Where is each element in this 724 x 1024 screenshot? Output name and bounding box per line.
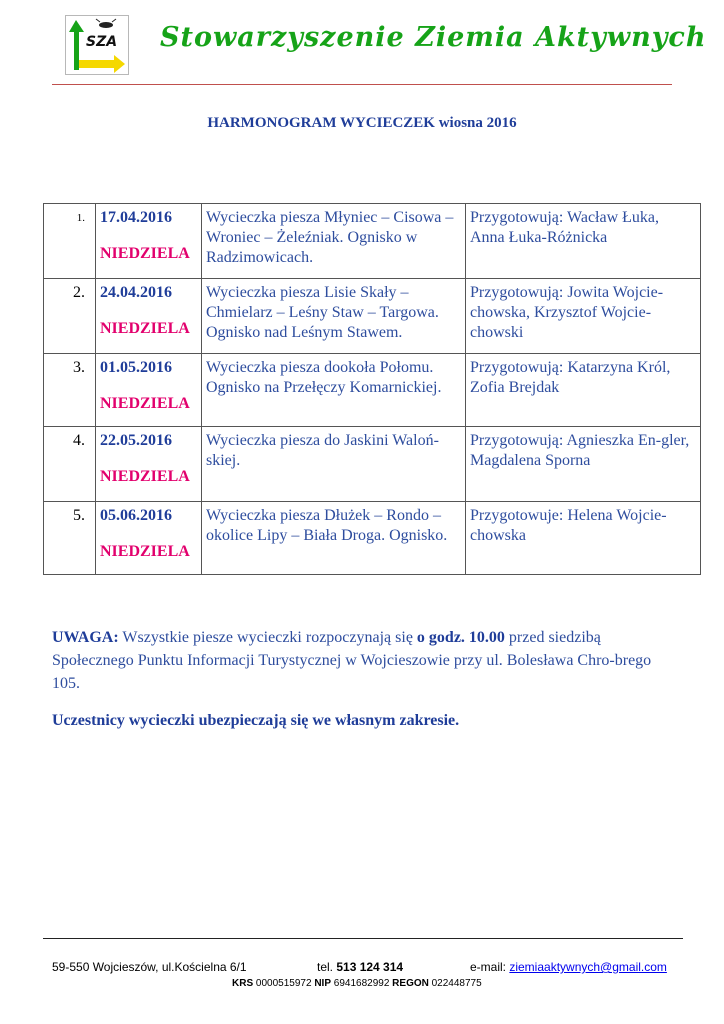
date-cell [95, 427, 201, 501]
trip-day: NIEDZIELA [100, 543, 190, 560]
trip-day: NIEDZIELA [100, 395, 190, 412]
logo [65, 15, 129, 75]
logo-text: SZA [86, 34, 118, 50]
trip-description: Wycieczka piesza dookoła Połomu. Ognisko na Przełęczy Komarnickiej. [201, 354, 465, 426]
footer-registry-ids [232, 978, 482, 989]
trip-organizers: Przygotowują: Katarzyna Król, Zofia Brejdak [465, 354, 700, 426]
schedule-table [43, 203, 701, 575]
krs-label: KRS [232, 978, 254, 989]
trip-date: 22.05.2016 [100, 432, 172, 449]
date-cell [95, 204, 201, 278]
footer-phone [317, 960, 403, 974]
date-cell [95, 502, 201, 574]
email-link[interactable]: ziemiaaktywnych@gmail.com [509, 960, 667, 974]
footer-divider [43, 938, 683, 939]
date-cell [95, 354, 201, 426]
trip-description: Wycieczka piesza Lisie Skały – Chmielarz – Leśny Staw – Targowa. Ognisko nad Leśnym Stawem. [201, 279, 465, 353]
phone-number: 513 124 314 [336, 960, 404, 974]
krs-value: 0000515972 [255, 978, 312, 989]
notice-time: o godz. 10.00 [416, 629, 505, 646]
trip-day: NIEDZIELA [100, 320, 190, 337]
trip-description: Wycieczka piesza do Jaskini Waloń-skiej. [201, 427, 465, 501]
email-label: e-mail: [470, 960, 510, 974]
regon-label: REGON [392, 978, 429, 989]
table-row [44, 204, 700, 278]
trip-organizers: Przygotowują: Jowita Wojcie-chowska, Krzysztof Wojcie-chowski [465, 279, 700, 353]
insurance-note: Uczestnicy wycieczki ubezpieczają się we własnym zakresie. [52, 712, 460, 729]
trip-organizers: Przygotowują: Agnieszka En-gler, Magdalena Sporna [465, 427, 700, 501]
nip-label: NIP [314, 978, 331, 989]
trip-date: 05.06.2016 [100, 507, 172, 524]
date-cell [95, 279, 201, 353]
row-number: 4. [73, 432, 85, 449]
trip-date: 01.05.2016 [100, 359, 172, 376]
table-row [44, 501, 700, 574]
table-row [44, 426, 700, 501]
trip-description: Wycieczka piesza Młyniec – Cisowa – Wroniec – Żeleźniak. Ognisko w Radzimowicach. [201, 204, 465, 278]
regon-value: 022448775 [431, 978, 482, 989]
footer-address: 59-550 Wojcieszów, ul.Kościelna 6/1 [52, 960, 247, 974]
notice-text-2: przed siedzibą Społecznego Punktu Informacji Turystycznej w Wojcieszowie przy ul. Bolesława Chro-brego 105. [52, 629, 652, 692]
page-title: HARMONOGRAM WYCIECZEK wiosna 2016 [207, 115, 517, 131]
trip-organizers: Przygotowują: Wacław Łuka, Anna Łuka-Różnicka [465, 204, 700, 278]
row-number: 1. [76, 212, 85, 224]
row-number: 2. [73, 284, 85, 301]
trip-description: Wycieczka piesza Dłużek – Rondo – okolice Lipy – Biała Droga. Ognisko. [201, 502, 465, 574]
footer-email [470, 960, 667, 974]
trip-day: NIEDZIELA [100, 468, 190, 485]
table-row [44, 278, 700, 353]
table-row [44, 353, 700, 426]
nip-value: 6941682992 [333, 978, 390, 989]
trip-organizers: Przygotowuje: Helena Wojcie-chowska [465, 502, 700, 574]
trip-date: 17.04.2016 [100, 209, 172, 226]
notice-paragraph [52, 626, 672, 695]
org-name: Stowarzyszenie Ziemia Aktywnych [160, 22, 707, 53]
header-divider [52, 84, 672, 85]
row-number: 5. [73, 507, 85, 524]
trip-date: 24.04.2016 [100, 284, 172, 301]
trip-day: NIEDZIELA [100, 245, 190, 262]
row-number: 3. [73, 359, 85, 376]
notice-text-1: Wszystkie piesze wycieczki rozpoczynają się [118, 629, 417, 646]
phone-label: tel. [317, 960, 337, 974]
notice-label: UWAGA: [52, 629, 119, 646]
